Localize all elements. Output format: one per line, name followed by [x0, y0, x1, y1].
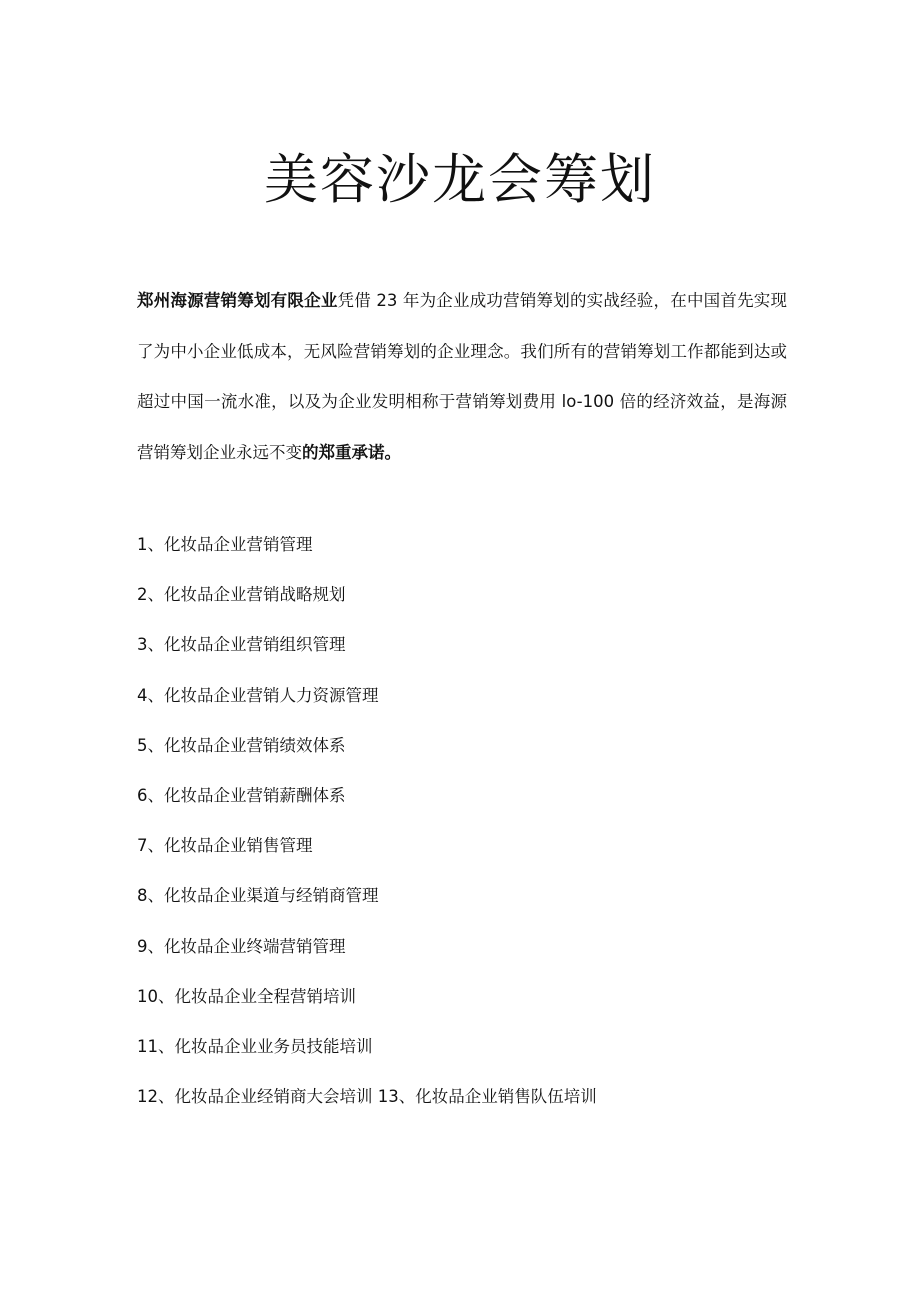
list-item: 1、化妆品企业营销管理: [137, 535, 313, 554]
list-item: 2、化妆品企业营销战略规划: [137, 585, 346, 605]
list-item: 7、化妆品企业销售管理: [137, 836, 313, 856]
list-item: 11、化妆品企业业务员技能培训: [137, 1036, 373, 1056]
list-item: 3、化妆品企业营销组织管理: [137, 635, 346, 655]
company-name: 郑州海源营销筹划有限企业: [137, 291, 338, 310]
intro-closing: 的郑重承诺。: [302, 442, 401, 462]
list-item: 6、化妆品企业营销薪酬体系: [137, 785, 346, 805]
intro-body-text: 凭借 23 年为企业成功营销筹划的实战经验，在中国首先实现了为中小企业低成本，无风险营销筹划的企业理念。我们所有的营销筹划工作都能到达或超过中国一流水准，以及为企业发明相称于营销筹划费用 lo-100 倍的经济效益，是海源营销筹划企业永远不变: [137, 291, 787, 462]
list-item: 9、化妆品企业终端营销管理: [137, 936, 346, 956]
service-list: [137, 520, 837, 1122]
list-item: 8、化妆品企业渠道与经销商管理: [137, 886, 379, 906]
intro-paragraph: [137, 276, 787, 478]
page-title: 美容沙龙会筹划: [264, 148, 656, 211]
list-item: 5、化妆品企业营销绩效体系: [137, 735, 346, 755]
list-item: 4、化妆品企业营销人力资源管理: [137, 685, 379, 705]
list-item: 10、化妆品企业全程营销培训: [137, 986, 356, 1006]
list-item: 12、化妆品企业经销商大会培训 13、化妆品企业销售队伍培训: [137, 1087, 597, 1107]
